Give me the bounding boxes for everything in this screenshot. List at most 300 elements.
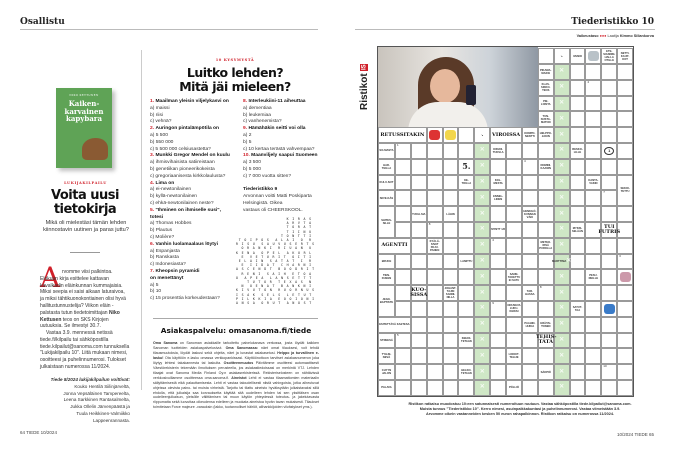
crossword-cell[interactable] [601, 127, 617, 143]
crossword-cell[interactable] [617, 333, 633, 349]
crossword-shaded-cell[interactable] [474, 301, 490, 317]
crossword-cell[interactable] [538, 348, 554, 364]
crossword-shaded-cell[interactable] [554, 222, 570, 238]
crossword-cell[interactable] [411, 364, 427, 380]
crossword-cell[interactable] [490, 269, 506, 285]
crossword-cell[interactable] [585, 96, 601, 112]
crossword-cell[interactable] [585, 364, 601, 380]
crossword-cell[interactable] [443, 127, 459, 143]
crossword-cell[interactable] [411, 159, 427, 175]
crossword-cell[interactable] [506, 206, 522, 222]
crossword-cell[interactable] [522, 254, 538, 270]
crossword-cell[interactable] [538, 48, 554, 64]
clue-text: TUN-NUSTA-MATON [540, 114, 551, 124]
crossword-clue-cell [458, 159, 474, 175]
crossword-cell[interactable] [506, 364, 522, 380]
instruction-line: Arvomme oikein vastanneiden kesken 50 euron rahapalkinnon. Ristikon ratkaisu on numerossa 11/2024. [425, 412, 615, 416]
crossword-clue-cell [601, 190, 617, 206]
crossword-shaded-cell[interactable] [474, 206, 490, 222]
crossword-cell[interactable] [506, 143, 522, 159]
crossword-cell[interactable] [490, 348, 506, 364]
page-footer-right: 10/2024 TIEDE 65 [617, 432, 654, 437]
clue-text: SIIVE-KÄS [379, 196, 394, 200]
crossword-cell[interactable] [490, 159, 506, 175]
crossword-clue-cell [411, 285, 427, 301]
crossword-cell[interactable] [506, 285, 522, 301]
crossword-cell[interactable] [617, 364, 633, 380]
crossword-cell[interactable] [411, 333, 427, 349]
crossword-cell[interactable] [617, 127, 633, 143]
crossword-cell[interactable] [585, 190, 601, 206]
crossword-cell[interactable] [458, 190, 474, 206]
quiz-title: Luitko lehden? Mitä jäi mieleen? [179, 65, 291, 94]
crossword-cell[interactable] [538, 143, 554, 159]
clue-text: SATUT-TAA [572, 305, 583, 312]
crossword-clue-cell [601, 143, 617, 159]
crossword-cell[interactable] [522, 364, 538, 380]
crossword-cell[interactable] [395, 380, 411, 396]
crossword-shaded-cell[interactable] [554, 80, 570, 96]
crossword-cell[interactable] [506, 159, 522, 175]
clue-text: HELPPO-JAKIN [539, 132, 552, 139]
clue-text: MARTTIMA [551, 259, 567, 263]
crossword-cell[interactable] [490, 317, 506, 333]
question-number: 6. [150, 241, 155, 247]
crossword-cell[interactable] [617, 143, 633, 159]
crossword-cell[interactable] [411, 317, 427, 333]
answer-option: b) 5 [243, 139, 252, 145]
crossword-shaded-cell[interactable] [474, 364, 490, 380]
header-rule [20, 29, 318, 30]
crossword-cell[interactable] [601, 64, 617, 80]
crossword-cell[interactable] [443, 222, 459, 238]
question-number: 2. [150, 126, 155, 132]
crossword-clue-cell [378, 317, 411, 333]
crossword-clue-cell [490, 175, 506, 191]
quiz-line [150, 208, 240, 215]
crossword-cell[interactable] [395, 301, 411, 317]
crossword-shaded-cell[interactable] [474, 175, 490, 191]
crossword-cell[interactable] [506, 190, 522, 206]
crossword-cell[interactable] [443, 159, 459, 175]
quiz-line [150, 235, 240, 242]
crossword-shaded-cell[interactable] [474, 143, 490, 159]
crossword-cell[interactable] [490, 254, 506, 270]
answer-option: a) 5 [150, 282, 159, 288]
crossword-cell[interactable] [601, 206, 617, 222]
crossword-cell[interactable] [601, 238, 617, 254]
clue-text: SÄKPIÖ [540, 370, 551, 374]
crossword-cell[interactable] [570, 269, 586, 285]
crossword-cell[interactable] [617, 206, 633, 222]
crossword-cell[interactable] [570, 96, 586, 112]
solution-number: 10 [603, 364, 607, 369]
contest-title: Voita uusi tietokirja [51, 188, 119, 217]
crossword-cell[interactable] [427, 175, 443, 191]
clue-text: KYÄLÄ-SIVAT PAJU-PANEN [429, 239, 440, 252]
clue-text: SHITES-SILLE [381, 218, 392, 225]
crossword-cell[interactable] [570, 333, 586, 349]
crossword-cell[interactable] [617, 64, 633, 80]
crossword-cell[interactable] [585, 64, 601, 80]
question-text: Maailman yleisin viljelykasvi on [155, 99, 229, 104]
crossword-cell[interactable] [522, 269, 538, 285]
crossword-cell[interactable] [585, 48, 601, 64]
crossword-cell[interactable] [585, 301, 601, 317]
quiz-line [243, 133, 321, 140]
crossword-photo-woman-with-phone [378, 47, 538, 128]
crossword-cell[interactable] [585, 206, 601, 222]
crossword-cell[interactable] [601, 175, 617, 191]
crossword-shaded-cell[interactable] [554, 364, 570, 380]
crossword-clue-cell [535, 333, 557, 349]
crossword-cell[interactable] [601, 96, 617, 112]
crossword-cell[interactable] [458, 317, 474, 333]
solution-number: 1 [397, 143, 399, 147]
solution-row: K I V U T O N R U O R N U S [236, 288, 315, 293]
quiz-line [150, 126, 240, 133]
crossword-cell[interactable] [458, 269, 474, 285]
crossword-cell[interactable] [443, 317, 459, 333]
crossword-9-solution [236, 217, 315, 306]
answer-option: b) leukemiaa [243, 112, 271, 118]
crossword-cell[interactable] [411, 301, 427, 317]
crossword-cell[interactable] [427, 159, 443, 175]
intro-divider [70, 252, 100, 253]
crossword-shaded-cell[interactable] [474, 190, 490, 206]
crossword-shaded-cell[interactable] [554, 175, 570, 191]
crossword-cell[interactable] [538, 175, 554, 191]
crossword-cell[interactable] [601, 301, 617, 317]
crossword-cell[interactable] [585, 238, 601, 254]
cs-text: näet omat tilauksesi, voit tehdä tilausmuutoksia, löydät laskusi sekä ohjeita, näet ja lunastat asiakasetusi. [153, 345, 319, 355]
crossword-cell[interactable] [458, 380, 474, 396]
crossword-cell[interactable] [522, 348, 538, 364]
crossword-cell[interactable] [506, 175, 522, 191]
crossword-cell[interactable] [617, 159, 633, 175]
crossword-shaded-cell[interactable] [474, 348, 490, 364]
crossword-cell[interactable] [585, 285, 601, 301]
crossword-cell[interactable] [617, 80, 633, 96]
crossword-cell[interactable] [395, 159, 411, 175]
crossword-cell[interactable] [522, 175, 538, 191]
solution-row: O A P E A L A N S E T T T [236, 275, 313, 280]
crossword-cell[interactable] [427, 254, 443, 270]
crossword-cell[interactable] [395, 206, 411, 222]
customer-service-text [153, 341, 319, 410]
quiz-line [243, 106, 321, 113]
crossword-clue-cell [443, 285, 459, 301]
crossword-cell[interactable] [427, 380, 443, 396]
crossword-cell[interactable] [427, 301, 443, 317]
crossword-cell[interactable] [411, 222, 427, 238]
crossword-cell[interactable] [570, 317, 586, 333]
answer-option: c) Molière? [150, 234, 175, 240]
answer-option: c) gregoriaanisesta kirkkolaulusta? [150, 173, 226, 179]
answer-option: Arvonnan voitti Matti Poskiparta [243, 194, 312, 200]
clue-text: KULU-NUT [379, 180, 394, 184]
crossword-cell[interactable] [617, 269, 633, 285]
crossword-cell[interactable] [490, 206, 506, 222]
crossword-cell[interactable] [585, 333, 601, 349]
crossword-cell[interactable] [395, 269, 411, 285]
crossword-shaded-cell[interactable] [474, 159, 490, 175]
crossword-cell[interactable] [617, 238, 633, 254]
crossword-cell[interactable] [570, 80, 586, 96]
crossword-cell[interactable] [601, 380, 617, 396]
crossword-cell[interactable] [601, 111, 617, 127]
crossword-cell[interactable] [506, 317, 522, 333]
crossword-cell[interactable] [570, 127, 586, 143]
crossword-clue-cell [490, 301, 506, 317]
crossword-shaded-cell[interactable] [554, 285, 570, 301]
crossword-clue-cell [570, 143, 586, 159]
crossword-cell[interactable] [427, 348, 443, 364]
crossword-cell[interactable] [411, 143, 427, 159]
crossword-cell[interactable] [570, 64, 586, 80]
crossword-cell[interactable] [522, 222, 538, 238]
crossword-cell[interactable] [538, 380, 554, 396]
crossword-cell[interactable] [411, 238, 427, 254]
crossword-cell[interactable] [490, 380, 506, 396]
crossword-cell[interactable] [458, 301, 474, 317]
crossword-cell[interactable] [522, 238, 538, 254]
crossword-cell[interactable] [538, 190, 554, 206]
crossword-shaded-cell[interactable] [554, 238, 570, 254]
crossword-cell[interactable] [617, 380, 633, 396]
clue-text: DOMINI-KAANIN [540, 163, 552, 170]
quiz-line [243, 208, 321, 215]
crossword-cell[interactable] [458, 285, 474, 301]
crossword-cell[interactable] [585, 159, 601, 175]
crossword-cell[interactable] [617, 301, 633, 317]
crossword-cell[interactable] [585, 348, 601, 364]
crossword-cell[interactable] [427, 285, 443, 301]
answer-option: a) ei-newtonilainen [150, 187, 192, 193]
crossword-cell[interactable] [427, 143, 443, 159]
crossword-cell[interactable] [443, 254, 459, 270]
crossword-shaded-cell[interactable] [474, 285, 490, 301]
crossword-cell[interactable] [458, 127, 474, 143]
winner-name: Tuula Heikkinen-Valmiikko Lappeenrannasta. [76, 410, 130, 423]
crossword-cell[interactable] [538, 206, 554, 222]
crossword-cell[interactable] [395, 254, 411, 270]
crossword-cell[interactable] [601, 333, 617, 349]
crossword-cell[interactable] [570, 364, 586, 380]
crossword-cell[interactable] [538, 269, 554, 285]
crossword-clue-cell [598, 222, 621, 238]
crossword-cell[interactable] [522, 380, 538, 396]
crossword-cell[interactable] [617, 111, 633, 127]
crossword-cell[interactable] [458, 348, 474, 364]
solution-number: 3 [619, 253, 621, 258]
crossword-cell[interactable] [427, 190, 443, 206]
crossword-shaded-cell[interactable] [554, 111, 570, 127]
crossword-cell[interactable] [585, 254, 601, 270]
crossword-cell[interactable] [395, 222, 411, 238]
answer-option: a) 5 500 [150, 132, 168, 138]
crossword-cell[interactable] [490, 364, 506, 380]
crossword-cell[interactable] [570, 254, 586, 270]
crossword-cell[interactable] [506, 222, 522, 238]
crossword-clue-cell [378, 190, 395, 206]
solution-row: A R V T A [286, 221, 312, 226]
crossword-cell[interactable] [522, 143, 538, 159]
cs-text: on Sanoman asiakkaille tarkoitettu palvelukanava verkossa, josta löydät kaikken Sanoman tuotteiden asiakaspalvelusivut. [153, 341, 320, 350]
crossword-cell[interactable] [458, 143, 474, 159]
crossword-cell[interactable] [443, 143, 459, 159]
crossword-cell[interactable] [506, 238, 522, 254]
crossword-cell[interactable] [411, 254, 427, 270]
solution-number: 5 [397, 332, 399, 337]
crossword-cell[interactable] [395, 190, 411, 206]
crossword-cell[interactable] [427, 364, 443, 380]
quiz-questions-left [150, 99, 240, 303]
crossword-shaded-cell[interactable] [474, 333, 490, 349]
crossword-cell[interactable] [458, 222, 474, 238]
crossword-cell[interactable] [570, 206, 586, 222]
crossword-cell[interactable] [443, 175, 459, 191]
crossword-cell[interactable] [585, 380, 601, 396]
clue-picture-icon [604, 304, 615, 314]
crossword-clue-cell [538, 111, 554, 127]
crossword-shaded-cell[interactable] [554, 333, 570, 349]
crossword-cell[interactable] [601, 285, 617, 301]
crossword-cell[interactable] [601, 80, 617, 96]
crossword-shaded-cell[interactable] [554, 64, 570, 80]
crossword-cell[interactable] [570, 348, 586, 364]
clue-text: TUOLI-SIA [412, 212, 426, 216]
crossword-cell[interactable] [617, 96, 633, 112]
crossword-shaded-cell[interactable] [554, 380, 570, 396]
crossword-cell[interactable] [570, 380, 586, 396]
crossword-cell[interactable] [601, 348, 617, 364]
crossword-shaded-cell[interactable] [554, 190, 570, 206]
crossword-shaded-cell[interactable] [554, 317, 570, 333]
crossword-cell[interactable] [411, 269, 427, 285]
crossword-cell[interactable] [585, 127, 601, 143]
ristikot-logo: Ristikot IS [359, 64, 370, 110]
crossword-cell[interactable] [458, 206, 474, 222]
crossword-shaded-cell[interactable] [554, 96, 570, 112]
crossword-cell[interactable] [411, 380, 427, 396]
crossword-cell[interactable] [585, 143, 601, 159]
crossword-cell[interactable] [570, 111, 586, 127]
crossword-cell[interactable] [443, 238, 459, 254]
crossword-cell[interactable] [395, 364, 411, 380]
crossword-shaded-cell[interactable] [474, 317, 490, 333]
crossword-clue-cell [378, 175, 395, 191]
clue-text: NOUSEVA LUKU-KEIKSI [507, 304, 521, 314]
crossword-cell[interactable] [443, 333, 459, 349]
crossword-cell[interactable] [490, 285, 506, 301]
crossword-shaded-cell[interactable] [554, 269, 570, 285]
crossword-shaded-cell[interactable] [554, 127, 570, 143]
crossword-cell[interactable] [395, 348, 411, 364]
crossword-cell[interactable] [617, 348, 633, 364]
crossword-cell[interactable] [585, 111, 601, 127]
crossword-cell[interactable] [570, 285, 586, 301]
crossword-cell[interactable] [427, 317, 443, 333]
crossword-cell[interactable] [617, 317, 633, 333]
crossword-shaded-cell[interactable] [474, 380, 490, 396]
crossword-cell[interactable] [427, 269, 443, 285]
customer-service-title: Asiakaspalvelu: omasanoma.fi/tiede [160, 326, 312, 335]
book-cover-image [56, 88, 112, 168]
crossword-cell[interactable] [443, 348, 459, 364]
crossword-clue-cell [443, 206, 459, 222]
crossword-cell[interactable] [411, 348, 427, 364]
crossword-cell[interactable] [601, 159, 617, 175]
crossword-cell[interactable] [570, 175, 586, 191]
drop-cap: A [40, 261, 61, 294]
crossword-cell[interactable] [427, 206, 443, 222]
crossword-cell[interactable] [443, 301, 459, 317]
crossword-cell[interactable] [395, 285, 411, 301]
crossword-cell[interactable] [601, 269, 617, 285]
crossword-shaded-cell[interactable] [554, 206, 570, 222]
crossword-cell[interactable] [443, 380, 459, 396]
crossword-shaded-cell[interactable] [474, 222, 490, 238]
crossword-shaded-cell[interactable] [554, 348, 570, 364]
crossword-clue-cell [554, 48, 570, 64]
crossword-cell[interactable] [506, 333, 522, 349]
crossword-cell[interactable] [427, 333, 443, 349]
question-number: 1. [150, 99, 155, 104]
crossword-cell[interactable] [570, 159, 586, 175]
crossword-cell[interactable] [427, 127, 443, 143]
crossword-cell[interactable] [570, 238, 586, 254]
crossword-cell[interactable] [601, 254, 617, 270]
crossword-cell[interactable] [601, 317, 617, 333]
crossword-cell[interactable] [411, 175, 427, 191]
crossword-cell[interactable] [585, 317, 601, 333]
crossword-shaded-cell[interactable] [554, 159, 570, 175]
solution-number: 8 [539, 285, 542, 290]
crossword-shaded-cell[interactable] [474, 269, 490, 285]
solution-row: K E N A O P E L A K U R L [236, 250, 313, 255]
crossword-cell[interactable] [458, 238, 474, 254]
crossword-shaded-cell[interactable] [474, 238, 490, 254]
answer-option: a) 2 [243, 132, 252, 138]
crossword-cell[interactable] [443, 364, 459, 380]
crossword-cell[interactable] [570, 190, 586, 206]
crossword-cell[interactable] [538, 301, 554, 317]
crossword-cell[interactable] [443, 269, 459, 285]
clue-text: HELKO-TETAAN [461, 369, 472, 376]
crossword-shaded-cell[interactable] [474, 254, 490, 270]
crossword-cell[interactable] [522, 190, 538, 206]
crossword-cell[interactable] [395, 175, 411, 191]
clue-text: PESU-REILLE [588, 274, 599, 281]
crossword-cell[interactable] [411, 190, 427, 206]
crossword-cell[interactable] [443, 190, 459, 206]
crossword-shaded-cell[interactable] [554, 301, 570, 317]
crossword-clue-cell [378, 348, 395, 364]
crossword-cell[interactable] [617, 285, 633, 301]
solution-row: T U T O R T E X A S N [247, 280, 312, 285]
instruction-line: Ristikon ratkaisu muodostuu 10:een satunnaisesti numeroituun ruutuun. Vastaa sähköpostilla tiede.kilpailut@sanoma.com. [408, 402, 632, 406]
crossword-clue-cell [538, 127, 554, 143]
crossword-cell[interactable] [506, 254, 522, 270]
crossword-cell[interactable] [538, 222, 554, 238]
crossword-cell[interactable] [490, 333, 506, 349]
cs-text: Lehti ei vastaa tilaamattomien materiaalin säilyttämisestä eikä palauttamisesta. Lehti ei vastaa taloudellisesti niistä vahingoista, jotka aiheutuvat ohjeissa olevista paino- tai muista virheistä. Tarjottu tai tilattu aineisto hyväksytään julkaistavaksi sillä ehdolla, että julkaisija saa korvauksetta käyttää sitä uudelleen lehden tai sen yksittäisen osan uudelleenjulkaisun, yleisölle välittämisen tai muun käytön yhteydessä toteutus- ja jakelutavasta riippumatta sekä luovuttaa oikeudensa edelleen ja muokata aineistoa hyvän tavan mukaisesti. Tilaukset toimitetaan Force majeure -varauksin (lakko, tuotannolliset häiriöt, alihankkijoiden viivästykset yms.). [153, 375, 319, 410]
crossword-shaded-cell[interactable] [554, 143, 570, 159]
crossword-cell[interactable] [522, 301, 538, 317]
crossword-clue-cell [378, 127, 427, 143]
clue-text: SO-MASTA [379, 149, 394, 153]
